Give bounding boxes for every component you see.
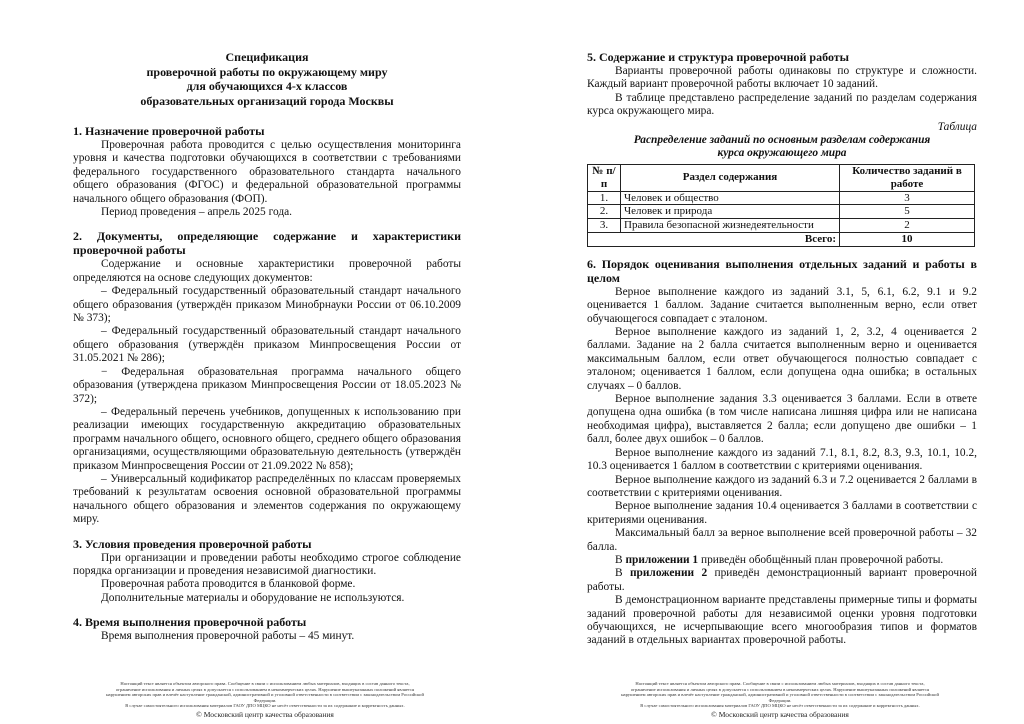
section-5-heading: 5. Содержание и структура проверочной работы xyxy=(587,50,850,64)
text: В xyxy=(615,567,630,580)
footer-line: Настоящий текст является объектом авторского права. Сообщение в связи с использованием любых материалов, входящих в состав данного текста, xyxy=(635,681,925,686)
total-label: Всего: xyxy=(588,233,840,247)
paragraph: Верное выполнение каждого из заданий 3.1, 5, 6.1, 6.2, 9.1 и 9.2 оценивается 1 баллом. Задание считается выполненным верно, если ответ обучающегося совпадает с эталоном. xyxy=(587,285,977,325)
paragraph: В демонстрационном варианте представлены примерные типы и форматы заданий проверочной работы для независимой оценки уровня подготовки обучающихся, не исчерпывающие всего многообразия типов и форматов заданий в отдельных вариантах проверочной работы. xyxy=(587,594,977,647)
document-item: – Универсальный кодификатор распределённых по классам проверяемых требований к результатам освоения основной образовательной программы начального общего образования и элементов содержания по окружающему миру. xyxy=(73,472,461,526)
title-line: Спецификация xyxy=(225,50,309,64)
table-row xyxy=(588,219,975,233)
paragraph: Проверочная работа проводится в бланковой форме. xyxy=(101,578,356,591)
footer-line: В случае самостоятельного использования материалов ГАОУ ДПО МЦКО не несёт ответственности за их содержание и корректность данных. xyxy=(640,703,920,709)
section-2-heading: 2. Документы, определяющие содержание и характеристики проверочной работы xyxy=(73,229,461,258)
total-value: 10 xyxy=(840,233,975,247)
page-footer xyxy=(95,681,435,719)
paragraph: Максимальный балл за верное выполнение всей проверочной работы – 32 балла. xyxy=(587,527,977,553)
paragraph: Дополнительные материалы и оборудование не используются. xyxy=(101,591,405,604)
paragraph: Содержание и основные характеристики проверочной работы определяются на основе следующих документов: xyxy=(73,258,461,284)
footer-line: ограничение использования и личных целях в допускается с использованием в некоммерческих целях. Нарушение вышеуказанных положений является xyxy=(115,686,415,692)
footer-line: нарушением авторских прав и влечёт наступление гражданской, административной и уголовной ответственности в соответствии с законодательством Российской Федерации. xyxy=(621,692,939,703)
cell-section: Человек и общество xyxy=(621,191,840,205)
table-label: Таблица xyxy=(937,120,977,133)
table-row xyxy=(588,205,975,219)
cell-count: 2 xyxy=(840,219,975,233)
footer-line: Настоящий текст является объектом авторского права. Сообщение в связи с использованием любых материалов, входящих в состав данного текста, xyxy=(120,681,410,686)
section-3-heading: 3. Условия проведения проверочной работы xyxy=(73,536,312,551)
table-caption: Распределение заданий по основным разделам содержания xyxy=(633,133,931,146)
header-num: № п/п xyxy=(588,165,621,192)
paragraph: Проверочная работа проводится с целью осуществления мониторинга уровня и качества подготовки обучающихся в соответствии с требованиями федерального государственного образовательного стандарта начального общего образования (ФГОС) и федеральной образовательной программы начального общего образования (ФОП). xyxy=(73,139,461,205)
cell-num: 3. xyxy=(588,219,621,233)
paragraph: Время выполнения проверочной работы – 45 минут. xyxy=(101,630,355,643)
document-title xyxy=(73,50,461,108)
text: приведён обобщённый план проверочной работы. xyxy=(698,553,944,566)
title-line: для обучающихся 4-х классов xyxy=(186,79,348,93)
paragraph: Верное выполнение каждого из заданий 6.3 и 7.2 оценивается 2 баллами в соответствии с критериями оценивания. xyxy=(587,473,977,499)
cell-num: 1. xyxy=(588,191,621,205)
section-1-heading: 1. Назначение проверочной работы xyxy=(73,124,265,138)
page-footer xyxy=(610,681,950,719)
title-line: проверочной работы по окружающему миру xyxy=(146,64,388,79)
table-header-row xyxy=(588,165,975,192)
section-4-heading: 4. Время выполнения проверочной работы xyxy=(73,615,307,630)
title-line: образовательных организаций города Москвы xyxy=(140,93,394,108)
table-row xyxy=(588,191,975,205)
cell-count: 3 xyxy=(840,191,975,205)
footer-copyright: © Московский центр качества образования xyxy=(711,709,849,719)
document-item: − Федеральная образовательная программа начального общего образования (утверждена приказом Минпросвещения России от 18.05.2023 № 372); xyxy=(73,365,461,405)
paragraph: Период проведения – апрель 2025 года. xyxy=(101,206,293,219)
paragraph: Варианты проверочной работы одинаковы по структуре и сложности. Каждый вариант проверочной работы включает 10 заданий. xyxy=(587,65,977,91)
cell-num: 2. xyxy=(588,205,621,219)
appendix-2-ref: приложении 2 xyxy=(629,567,708,580)
text: В xyxy=(615,553,626,566)
paragraph: При организации и проведении работы необходимо строгое соблюдение порядка организации и проведения независимой диагностики. xyxy=(73,551,461,577)
paragraph: Верное выполнение задания 3.3 оценивается 3 баллами. Если в ответе допущена одна ошибка (в том числе написана лишняя цифра или не написана необходимая цифра), выставляется 2 балла; если допущено две ошибки – 1 балл, более двух ошибок – 0 баллов. xyxy=(587,393,977,446)
paragraph: Верное выполнение каждого из заданий 1, 2, 3.2, 4 оценивается 2 баллами. Задание на 2 балла считается выполненным верно и оценивается максимальным баллом, если ответ обучающегося полностью совпадает с эталоном; оценивается 1 баллом, если допущена одна ошибка; в остальных случаях – 0 баллов. xyxy=(587,326,977,392)
appendix-1-ref: приложении 1 xyxy=(625,553,699,566)
paragraph-appendix-2 xyxy=(587,567,977,594)
paragraph: В таблице представлено распределение заданий по разделам содержания курса окружающего мира. xyxy=(587,91,977,118)
text: приведён демонстрационный вариант проверочной работы. xyxy=(587,567,977,593)
footer-line: В случае самостоятельного использования материалов ГАОУ ДПО МЦКО не несёт ответственности за их содержание и корректность данных. xyxy=(125,703,405,709)
footer-line: ограничение использования и личных целях в допускается с использованием в некоммерческих целях. Нарушение вышеуказанных положений является xyxy=(630,686,930,692)
table-caption: курса окружающего мира xyxy=(717,146,847,159)
header-section: Раздел содержания xyxy=(621,165,840,192)
document-item: – Федеральный перечень учебников, допущенных к использованию при реализации имеющих государственную аккредитацию образовательных программ начального общего, основного общего, среднего общего образования организациями, осуществляющими образовательную деятельность (утверждён приказом Минпросвещения России от 21.09.2022 № 858); xyxy=(73,405,461,472)
paragraph: Верное выполнение каждого из заданий 7.1, 8.1, 8.2, 8.3, 9.3, 10.1, 10.2, 10.3 оценивается 1 баллом в соответствии с критериями оценивания. xyxy=(587,446,977,473)
paragraph-appendix-1 xyxy=(587,554,977,567)
cell-section: Человек и природа xyxy=(621,205,840,219)
header-count: Количество заданий в работе xyxy=(840,165,975,192)
section-6-heading: 6. Порядок оценивания выполнения отдельных заданий и работы в целом xyxy=(587,256,977,285)
left-page-content xyxy=(73,50,461,644)
right-page-content xyxy=(587,50,977,648)
cell-count: 5 xyxy=(840,205,975,219)
cell-section: Правила безопасной жизнедеятельности xyxy=(621,219,840,233)
document-item: – Федеральный государственный образовательный стандарт начального общего образования (утверждён приказом Минобрнауки России от 06.10.2009 № 373); xyxy=(73,285,461,325)
footer-copyright: © Московский центр качества образования xyxy=(196,709,334,719)
distribution-table xyxy=(587,164,975,247)
footer-line: нарушением авторских прав и влечёт наступление гражданской, административной и уголовной ответственности в соответствии с законодательством Российской Федерации. xyxy=(106,692,424,703)
right-page xyxy=(512,0,1024,724)
table-total-row xyxy=(588,233,975,247)
paragraph: Верное выполнение задания 10.4 оценивается 3 баллами в соответствии с критериями оценивания. xyxy=(587,500,977,526)
document-item: – Федеральный государственный образовательный стандарт начального общего образования (утверждён приказом Минпросвещения России от 31.05.2021 № 286); xyxy=(73,325,461,365)
